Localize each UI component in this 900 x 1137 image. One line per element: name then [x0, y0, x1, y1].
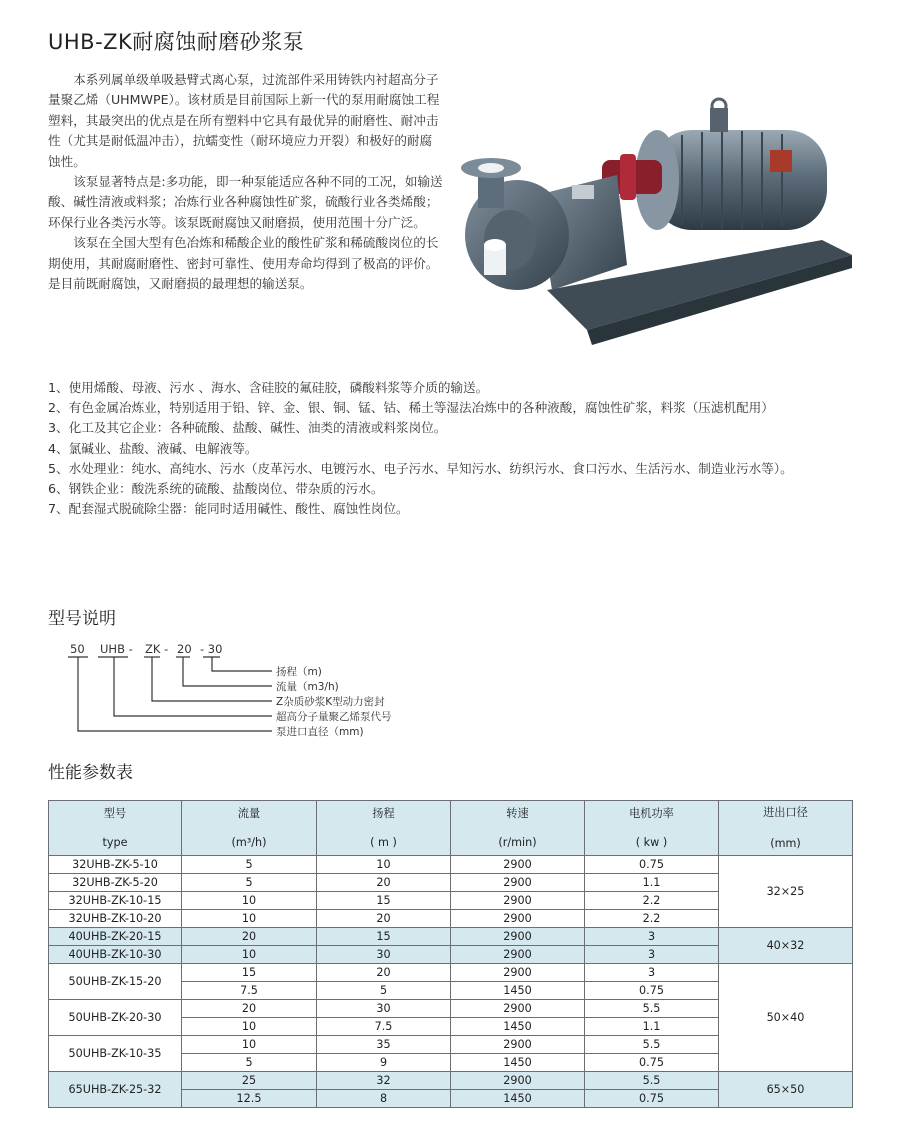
value-cell: 15 — [317, 892, 451, 910]
value-cell: 10 — [182, 892, 317, 910]
model-cell: 32UHB-ZK-10-15 — [49, 892, 182, 910]
model-heading: 型号说明 — [48, 609, 116, 629]
intro-text — [48, 70, 443, 294]
value-cell: 15 — [182, 964, 317, 982]
value-cell: 0.75 — [585, 856, 719, 874]
value-cell: 30 — [317, 1000, 451, 1018]
value-cell: 5 — [182, 874, 317, 892]
value-cell: 8 — [317, 1090, 451, 1108]
value-cell: 32 — [317, 1072, 451, 1090]
table-row — [49, 928, 853, 946]
value-cell: 1.1 — [585, 1018, 719, 1036]
header-head: 扬程 ( m ) — [317, 801, 451, 856]
value-cell: 2900 — [451, 1000, 585, 1018]
code-part: UHB - — [100, 642, 133, 656]
list-item: 1、使用烯酸、母液、污水 、海水、含硅胶的氟硅胶，磷酸料浆等介质的输送。 — [48, 380, 489, 395]
applications-list — [48, 378, 858, 519]
value-cell: 1450 — [451, 1090, 585, 1108]
value-cell: 1450 — [451, 982, 585, 1000]
value-cell: 5 — [182, 1054, 317, 1072]
value-cell: 2900 — [451, 964, 585, 982]
port-size-cell: 65×50 — [719, 1072, 853, 1108]
value-cell: 1450 — [451, 1054, 585, 1072]
list-item: 2、有色金属冶炼业，特别适用于铅、锌、金、银、铜、锰、钴、稀土等湿法冶炼中的各种液酸，腐蚀性矿浆，料浆（压滤机配用） — [48, 400, 774, 416]
code-part: 50 — [70, 642, 85, 656]
legend-item: 扬程（m) — [276, 666, 322, 678]
code-part: 20 — [177, 642, 192, 656]
model-cell: 32UHB-ZK-5-20 — [49, 874, 182, 892]
code-part: - 30 — [200, 642, 223, 656]
model-code-diagram — [40, 638, 480, 753]
header-power: 电机功率 ( kw ) — [585, 801, 719, 856]
value-cell: 20 — [317, 964, 451, 982]
value-cell: 7.5 — [182, 982, 317, 1000]
value-cell: 20 — [317, 910, 451, 928]
code-part: ZK - — [145, 642, 169, 656]
value-cell: 2900 — [451, 946, 585, 964]
list-item: 5、水处理业：纯水、高纯水、污水（皮革污水、电镀污水、电子污水、早知污水、纺织污水、食口污水、生活污水、制造业污水等）。 — [48, 460, 793, 476]
table-header-row — [49, 801, 853, 856]
legend-item: 超高分子量聚乙烯泵代号 — [276, 711, 392, 723]
port-size-cell: 40×32 — [719, 928, 853, 964]
intro-paragraph: 该泵在全国大型有色冶炼和稀酸企业的酸性矿浆和稀硫酸岗位的长期使用，其耐腐耐磨性、密封可靠性、使用寿命均得到了极高的评价。是目前既耐腐蚀，又耐磨损的最理想的输送泵。 — [48, 235, 439, 292]
legend-item: 流量（m3/h) — [276, 681, 339, 693]
value-cell: 0.75 — [585, 982, 719, 1000]
page-title: UHB-ZK耐腐蚀耐磨砂浆泵 — [48, 30, 305, 54]
value-cell: 5 — [317, 982, 451, 1000]
header-model: 型号 type — [49, 801, 182, 856]
list-item: 7、配套湿式脱硫除尘器：能同时适用碱性、酸性、腐蚀性岗位。 — [48, 501, 409, 517]
pump-photo — [452, 90, 862, 350]
value-cell: 2900 — [451, 892, 585, 910]
table-row — [49, 1072, 853, 1090]
value-cell: 20 — [182, 928, 317, 946]
value-cell: 30 — [317, 946, 451, 964]
value-cell: 5.5 — [585, 1072, 719, 1090]
legend-item: Z杂质砂浆K型动力密封 — [276, 696, 385, 708]
list-item: 4、氯碱业、盐酸、液碱、电解液等。 — [48, 440, 258, 456]
value-cell: 1450 — [451, 1018, 585, 1036]
value-cell: 2900 — [451, 1036, 585, 1054]
table-row — [49, 856, 853, 874]
value-cell: 5.5 — [585, 1000, 719, 1018]
performance-heading: 性能参数表 — [48, 763, 133, 783]
model-cell: 32UHB-ZK-10-20 — [49, 910, 182, 928]
value-cell: 10 — [317, 856, 451, 874]
model-cell: 50UHB-ZK-10-35 — [49, 1036, 182, 1072]
list-item: 6、钢铁企业：酸洗系统的硫酸、盐酸岗位、带杂质的污水。 — [48, 481, 384, 497]
value-cell: 7.5 — [317, 1018, 451, 1036]
value-cell: 3 — [585, 964, 719, 982]
value-cell: 10 — [182, 910, 317, 928]
value-cell: 2900 — [451, 910, 585, 928]
value-cell: 10 — [182, 1018, 317, 1036]
value-cell: 20 — [182, 1000, 317, 1018]
legend-item: 泵进口直径（mm) — [276, 726, 364, 738]
value-cell: 3 — [585, 928, 719, 946]
value-cell: 20 — [317, 874, 451, 892]
header-port: 进出口径 (mm) — [719, 801, 853, 856]
model-cell: 32UHB-ZK-5-10 — [49, 856, 182, 874]
intro-paragraph: 该泵显著特点是:多功能，即一种泵能适应各种不同的工况，如输送酸、碱性清液或料浆；冶炼行业各种腐蚀性矿浆，硫酸行业各类烯酸；环保行业各类污水等。该泵既耐腐蚀又耐磨损，使用范围十分广泛。 — [48, 174, 443, 230]
value-cell: 10 — [182, 946, 317, 964]
header-flow: 流量 (m³/h) — [182, 801, 317, 856]
list-item: 3、化工及其它企业：各种硫酸、盐酸、碱性、油类的清液或料浆岗位。 — [48, 420, 447, 436]
value-cell: 2900 — [451, 1072, 585, 1090]
value-cell: 35 — [317, 1036, 451, 1054]
model-cell: 50UHB-ZK-20-30 — [49, 1000, 182, 1036]
value-cell: 5 — [182, 856, 317, 874]
table-row — [49, 964, 853, 982]
value-cell: 25 — [182, 1072, 317, 1090]
value-cell: 2.2 — [585, 892, 719, 910]
model-cell: 40UHB-ZK-20-15 — [49, 928, 182, 946]
value-cell: 9 — [317, 1054, 451, 1072]
value-cell: 2900 — [451, 928, 585, 946]
value-cell: 15 — [317, 928, 451, 946]
port-size-cell: 50×40 — [719, 964, 853, 1072]
model-cell: 40UHB-ZK-10-30 — [49, 946, 182, 964]
value-cell: 12.5 — [182, 1090, 317, 1108]
performance-table — [48, 800, 853, 1108]
value-cell: 2900 — [451, 856, 585, 874]
value-cell: 3 — [585, 946, 719, 964]
value-cell: 2.2 — [585, 910, 719, 928]
value-cell: 1.1 — [585, 874, 719, 892]
value-cell: 0.75 — [585, 1090, 719, 1108]
port-size-cell: 32×25 — [719, 856, 853, 928]
value-cell: 0.75 — [585, 1054, 719, 1072]
header-speed: 转速 (r/min) — [451, 801, 585, 856]
intro-paragraph: 本系列属单级单吸悬臂式离心泵，过流部件采用铸铁内衬超高分子量聚乙烯（UHMWPE）。该材质是目前国际上新一代的泵用耐腐蚀工程塑料，其最突出的优点是在所有塑料中它具有最优异的耐磨性、耐冲击性（尤其是耐低温冲击），抗蠕变性（耐环境应力开裂）和极好的耐腐蚀性。 — [48, 72, 440, 169]
value-cell: 2900 — [451, 874, 585, 892]
value-cell: 10 — [182, 1036, 317, 1054]
model-cell: 50UHB-ZK-15-20 — [49, 964, 182, 1000]
model-cell: 65UHB-ZK-25-32 — [49, 1072, 182, 1108]
value-cell: 5.5 — [585, 1036, 719, 1054]
